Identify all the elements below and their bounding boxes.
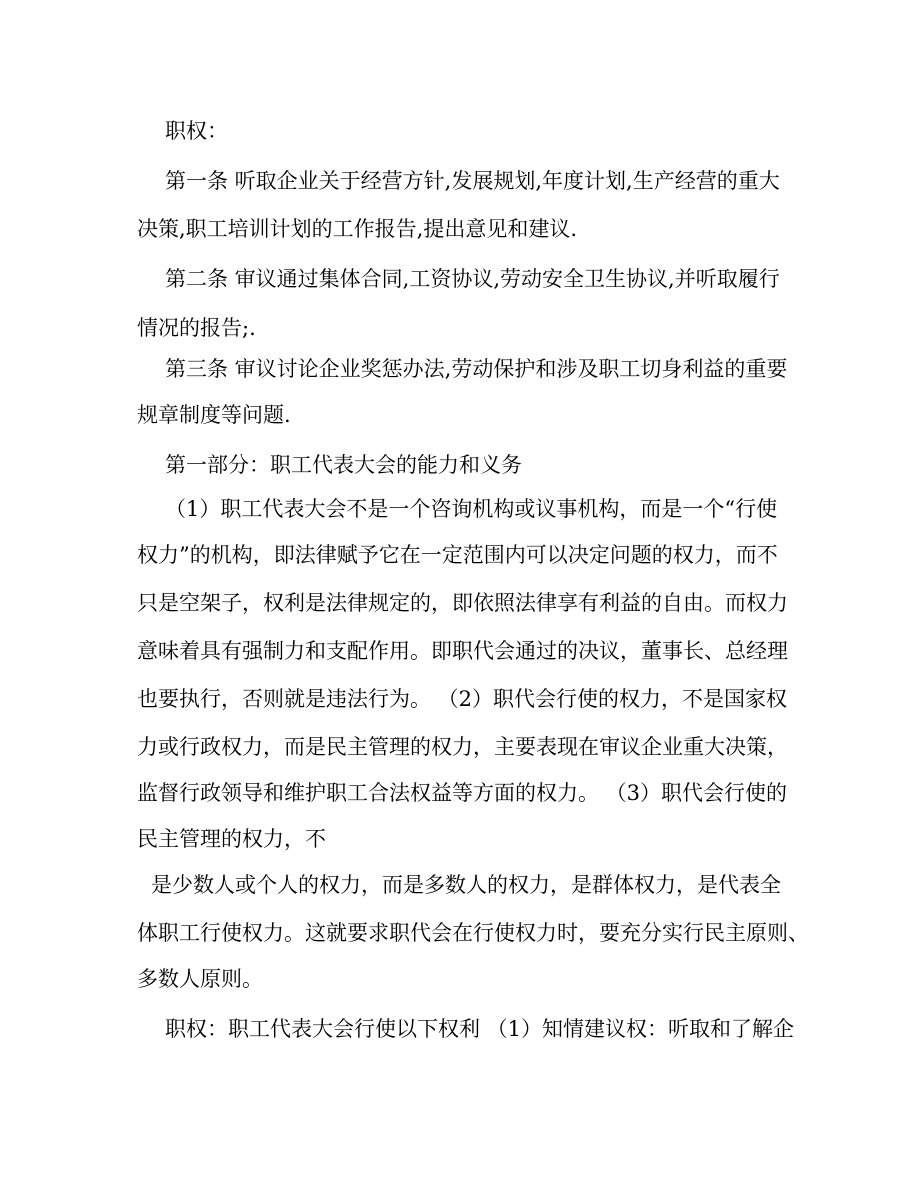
paragraph-line-6: 力或行政权力，而是民主管理的权力，主要表现在审议企业重大决策， [137,735,788,759]
paragraph-line-8: 民主管理的权力，不 [137,827,326,851]
article-3-line-2: 规章制度等问题. [137,403,291,427]
paragraph-line-7: 监督行政领导和维护职工合法权益等方面的权力。 （3）职代会行使的 [137,781,788,805]
paragraph-line-1: （1）职工代表大会不是一个咨询机构或议事机构，而是一个“行使 [165,497,778,521]
article-1-line-1: 第一条 听取企业关于经营方针,发展规划,年度计划,生产经营的重大 [165,169,780,193]
article-2-line-1: 第二条 审议通过集体合同,工资协议,劳动安全卫生协议,并听取履行 [165,267,780,291]
paragraph-line-4: 意味着具有强制力和支配作用。即职代会通过的决议，董事长、总经理 [137,639,788,663]
article-3-line-1: 第三条 审议讨论企业奖惩办法,劳动保护和涉及职工切身利益的重要 [165,357,788,381]
powers-list-line-1: 职权：职工代表大会行使以下权利 （1）知情建议权：听取和了解企 [165,1017,795,1041]
paragraph-line-2: 权力”的机构，即法律赋予它在一定范围内可以决定问题的权力，而不 [137,543,778,567]
paragraph-continued-line-3: 多数人原则。 [137,967,263,991]
paragraph-line-3: 只是空架子，权利是法律规定的，即依照法律享有利益的自由。而权力 [137,591,788,615]
paragraph-line-5: 也要执行，否则就是违法行为。 （2）职代会行使的权力，不是国家权 [137,687,788,711]
article-2-line-2: 情况的报告;. [137,316,256,340]
part-one-heading: 第一部分：职工代表大会的能力和义务 [165,453,522,477]
paragraph-continued-line-2: 体职工行使权力。这就要求职代会在行使权力时，要充分实行民主原则、 [137,921,809,945]
section-heading-powers: 职权： [165,119,228,143]
paragraph-continued-line-1: 是少数人或个人的权力，而是多数人的权力，是群体权力，是代表全 [151,873,781,897]
article-1-line-2: 决策,职工培训计划的工作报告,提出意见和建议. [137,217,578,241]
